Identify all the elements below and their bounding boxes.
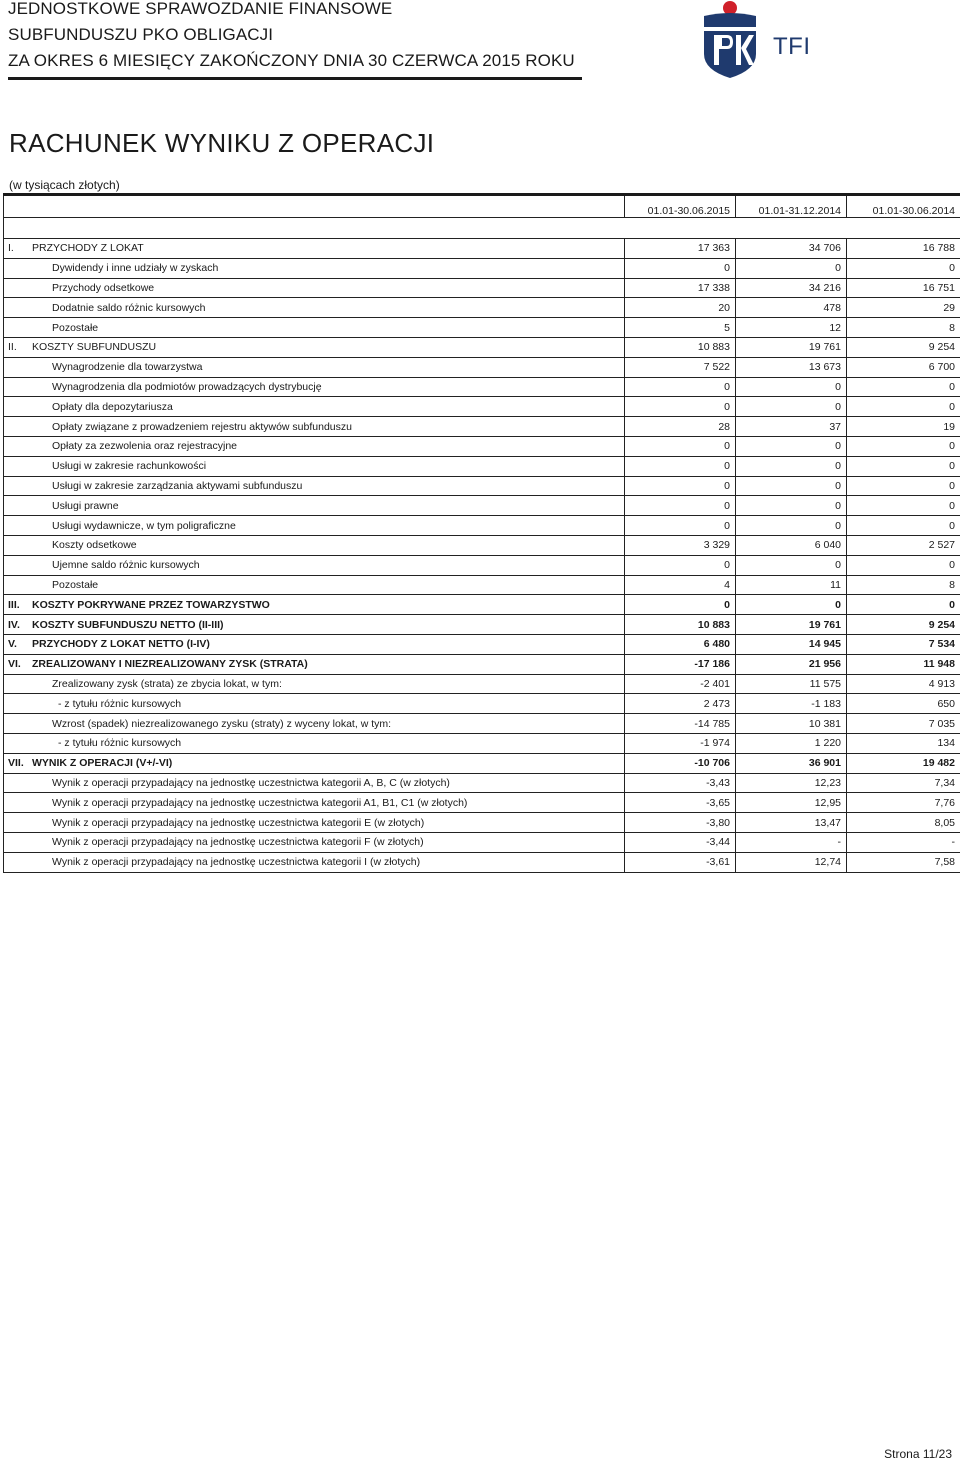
spacer-cell (4, 218, 625, 239)
income-statement-table (3, 193, 960, 873)
section-number: II. (8, 341, 17, 354)
report-header-line-3: ZA OKRES 6 MIESIĘCY ZAKOŃCZONY DNIA 30 CZERWCA 2015 ROKU (8, 51, 575, 70)
value-cell: 650 (847, 694, 960, 714)
header-divider (8, 77, 582, 80)
value-cell: 0 (736, 436, 847, 456)
item-label: Opłaty za zezwolenia oraz rejestracyjne (52, 440, 238, 453)
value-cell: 19 482 (847, 753, 960, 773)
value-cell: -17 186 (625, 654, 736, 674)
section-label: KOSZTY SUBFUNDUSZU NETTO (II-III) (32, 618, 224, 631)
table-header-row (4, 195, 960, 218)
item-label: Opłaty związane z prowadzeniem rejestru aktywów subfunduszu (52, 420, 352, 433)
item-label: - z tytułu różnic kursowych (58, 737, 182, 750)
item-label: Opłaty dla depozytariusza (52, 400, 173, 413)
value-cell: 0 (625, 397, 736, 417)
row-label (4, 555, 625, 575)
value-cell: -2 401 (625, 674, 736, 694)
item-label: Pozostałe (52, 578, 99, 591)
section-number: VII. (8, 757, 24, 770)
item-label: Usługi w zakresie rachunkowości (52, 460, 207, 473)
row-label (4, 753, 625, 773)
value-cell: 21 956 (736, 654, 847, 674)
table-row (4, 476, 960, 496)
value-cell: - (847, 832, 960, 852)
row-label (4, 456, 625, 476)
row-label (4, 615, 625, 635)
value-cell: 0 (736, 595, 847, 615)
row-label (4, 476, 625, 496)
value-cell: -1 974 (625, 733, 736, 753)
table-row (4, 456, 960, 476)
value-cell: 0 (736, 397, 847, 417)
value-cell: 0 (625, 496, 736, 516)
value-cell: 0 (625, 516, 736, 536)
value-cell: 14 945 (736, 634, 847, 654)
table-row (4, 318, 960, 338)
value-cell: 8 (847, 575, 960, 595)
value-cell: 0 (847, 516, 960, 536)
row-label (4, 694, 625, 714)
table-row (4, 714, 960, 734)
value-cell: 2 527 (847, 535, 960, 555)
value-cell: 0 (625, 456, 736, 476)
column-header-h1-2014: 01.01-30.06.2014 (847, 195, 960, 218)
value-cell: 11 575 (736, 674, 847, 694)
item-label: Wynik z operacji przypadający na jednostkę uczestnictwa kategorii E (w złotych) (52, 816, 425, 829)
value-cell: -1 183 (736, 694, 847, 714)
item-label: Wynagrodzenie dla towarzystwa (52, 361, 203, 374)
value-cell: 0 (736, 456, 847, 476)
value-cell: 4 913 (847, 674, 960, 694)
value-cell: 0 (847, 476, 960, 496)
value-cell: 9 254 (847, 337, 960, 357)
table-row (4, 793, 960, 813)
value-cell: 0 (736, 377, 847, 397)
item-label: Dodatnie saldo różnic kursowych (52, 301, 206, 314)
item-label: Ujemne saldo różnic kursowych (52, 559, 200, 572)
table-row (4, 417, 960, 437)
item-label: - z tytułu różnic kursowych (58, 697, 182, 710)
value-cell: 7 522 (625, 357, 736, 377)
row-label (4, 258, 625, 278)
value-cell: 0 (625, 436, 736, 456)
value-cell: 34 706 (736, 239, 847, 259)
value-cell: 34 216 (736, 278, 847, 298)
section-label: PRZYCHODY Z LOKAT NETTO (I-IV) (32, 638, 210, 651)
row-label (4, 417, 625, 437)
row-label (4, 654, 625, 674)
value-cell: 0 (736, 496, 847, 516)
value-cell: 8,05 (847, 813, 960, 833)
section-number: IV. (8, 618, 20, 631)
value-cell: 7,34 (847, 773, 960, 793)
table-row (4, 535, 960, 555)
row-label (4, 595, 625, 615)
table-row (4, 555, 960, 575)
value-cell: 13 673 (736, 357, 847, 377)
item-label: Usługi w zakresie zarządzania aktywami subfunduszu (52, 479, 303, 492)
value-cell: - (736, 832, 847, 852)
item-label: Zrealizowany zysk (strata) ze zbycia lokat, w tym: (52, 677, 282, 690)
row-label (4, 813, 625, 833)
value-cell: 0 (736, 476, 847, 496)
value-cell: 1 220 (736, 733, 847, 753)
value-cell: 13,47 (736, 813, 847, 833)
item-label: Wynik z operacji przypadający na jednostkę uczestnictwa kategorii A1, B1, C1 (w złotych) (52, 796, 468, 809)
table-row (4, 239, 960, 259)
value-cell: 8 (847, 318, 960, 338)
report-header-line-1: JEDNOSTKOWE SPRAWOZDANIE FINANSOWE (8, 0, 393, 18)
table-row (4, 595, 960, 615)
item-label: Pozostałe (52, 321, 99, 334)
section-label: KOSZTY POKRYWANE PRZEZ TOWARZYSTWO (32, 598, 270, 611)
spacer-cell (736, 218, 847, 239)
page-number: Strona 11/23 (884, 1447, 952, 1461)
item-label: Wynagrodzenia dla podmiotów prowadzących dystrybucję (52, 380, 322, 393)
table-row (4, 516, 960, 536)
row-label (4, 535, 625, 555)
value-cell: 11 948 (847, 654, 960, 674)
row-label (4, 496, 625, 516)
units-note: (w tysiącach złotych) (9, 178, 120, 192)
value-cell: 0 (736, 555, 847, 575)
table-row (4, 496, 960, 516)
row-label (4, 377, 625, 397)
table-row (4, 654, 960, 674)
value-cell: 0 (847, 377, 960, 397)
section-number: III. (8, 598, 20, 611)
value-cell: -3,44 (625, 832, 736, 852)
row-label (4, 298, 625, 318)
row-label (4, 832, 625, 852)
row-label (4, 278, 625, 298)
spacer-cell (625, 218, 736, 239)
table-row (4, 575, 960, 595)
value-cell: 2 473 (625, 694, 736, 714)
row-label (4, 733, 625, 753)
table-row (4, 278, 960, 298)
value-cell: 7 534 (847, 634, 960, 654)
value-cell: 10 883 (625, 615, 736, 635)
row-label (4, 714, 625, 734)
value-cell: 3 329 (625, 535, 736, 555)
value-cell: 20 (625, 298, 736, 318)
value-cell: 19 761 (736, 615, 847, 635)
value-cell: 5 (625, 318, 736, 338)
table-row (4, 634, 960, 654)
value-cell: 37 (736, 417, 847, 437)
column-header-fy-2014: 01.01-31.12.2014 (736, 195, 847, 218)
row-label (4, 575, 625, 595)
table-row (4, 813, 960, 833)
value-cell: 16 751 (847, 278, 960, 298)
value-cell: -3,43 (625, 773, 736, 793)
spacer-cell (847, 218, 960, 239)
value-cell: 9 254 (847, 615, 960, 635)
value-cell: 28 (625, 417, 736, 437)
table-row (4, 337, 960, 357)
value-cell: 0 (625, 595, 736, 615)
row-label (4, 773, 625, 793)
row-label (4, 357, 625, 377)
section-label: PRZYCHODY Z LOKAT (32, 242, 144, 255)
value-cell: 478 (736, 298, 847, 318)
page-title: RACHUNEK WYNIKU Z OPERACJI (9, 128, 435, 158)
report-header-line-2: SUBFUNDUSZU PKO OBLIGACJI (8, 25, 274, 44)
value-cell: 36 901 (736, 753, 847, 773)
section-label: KOSZTY SUBFUNDUSZU (32, 341, 157, 354)
section-label: WYNIK Z OPERACJI (V+/-VI) (32, 757, 173, 770)
value-cell: 6 040 (736, 535, 847, 555)
table-row (4, 773, 960, 793)
row-label (4, 239, 625, 259)
value-cell: -3,65 (625, 793, 736, 813)
row-label (4, 436, 625, 456)
table-row (4, 298, 960, 318)
column-header-h1-2015: 01.01-30.06.2015 (625, 195, 736, 218)
table-row (4, 357, 960, 377)
item-label: Dywidendy i inne udziały w zyskach (52, 262, 219, 275)
value-cell: 7 035 (847, 714, 960, 734)
value-cell: 0 (847, 496, 960, 516)
value-cell: 0 (625, 258, 736, 278)
table-row (4, 694, 960, 714)
table-row (4, 832, 960, 852)
value-cell: 16 788 (847, 239, 960, 259)
row-label (4, 397, 625, 417)
row-label (4, 337, 625, 357)
value-cell: -3,61 (625, 852, 736, 872)
value-cell: 0 (625, 555, 736, 575)
table-spacer-row (4, 218, 960, 239)
section-number: I. (8, 242, 14, 255)
value-cell: 17 363 (625, 239, 736, 259)
section-number: V. (8, 638, 17, 651)
item-label: Wynik z operacji przypadający na jednostkę uczestnictwa kategorii I (w złotych) (52, 856, 421, 869)
table-row (4, 436, 960, 456)
row-label (4, 852, 625, 872)
item-label: Przychody odsetkowe (52, 281, 155, 294)
value-cell: 29 (847, 298, 960, 318)
section-label: ZREALIZOWANY I NIEZREALIZOWANY ZYSK (STRATA) (32, 658, 308, 671)
item-label: Wynik z operacji przypadający na jednostkę uczestnictwa kategorii A, B, C (w złotych) (52, 776, 450, 789)
value-cell: 0 (847, 397, 960, 417)
table-row (4, 397, 960, 417)
row-label (4, 634, 625, 654)
table-row (4, 852, 960, 872)
value-cell: 12 (736, 318, 847, 338)
value-cell: 7,76 (847, 793, 960, 813)
value-cell: 12,23 (736, 773, 847, 793)
value-cell: 10 381 (736, 714, 847, 734)
value-cell: 0 (847, 258, 960, 278)
item-label: Wynik z operacji przypadający na jednostkę uczestnictwa kategorii F (w złotych) (52, 836, 424, 849)
section-number: VI. (8, 658, 21, 671)
value-cell: 17 338 (625, 278, 736, 298)
value-cell: 0 (847, 436, 960, 456)
value-cell: -14 785 (625, 714, 736, 734)
value-cell: 0 (625, 476, 736, 496)
value-cell: -3,80 (625, 813, 736, 833)
logo-text: TFI (773, 33, 811, 60)
item-label: Usługi wydawnicze, w tym poligraficzne (52, 519, 236, 532)
table-row (4, 377, 960, 397)
row-label (4, 318, 625, 338)
table-row (4, 258, 960, 278)
value-cell: 0 (847, 595, 960, 615)
item-label: Koszty odsetkowe (52, 539, 137, 552)
row-label (4, 793, 625, 813)
income-statement-table-wrapper (3, 193, 960, 873)
value-cell: 12,95 (736, 793, 847, 813)
value-cell: 4 (625, 575, 736, 595)
item-label: Usługi prawne (52, 499, 119, 512)
value-cell: 0 (847, 555, 960, 575)
value-cell: 7,58 (847, 852, 960, 872)
value-cell: 11 (736, 575, 847, 595)
row-label (4, 516, 625, 536)
value-cell: 19 (847, 417, 960, 437)
value-cell: 6 480 (625, 634, 736, 654)
table-row (4, 674, 960, 694)
value-cell: 12,74 (736, 852, 847, 872)
value-cell: 0 (847, 456, 960, 476)
value-cell: 6 700 (847, 357, 960, 377)
value-cell: 134 (847, 733, 960, 753)
value-cell: 10 883 (625, 337, 736, 357)
value-cell: 0 (736, 258, 847, 278)
pko-shield-logo (700, 0, 760, 80)
table-row (4, 733, 960, 753)
value-cell: 0 (736, 516, 847, 536)
header-empty-cell (4, 195, 625, 218)
table-row (4, 753, 960, 773)
value-cell: 0 (625, 377, 736, 397)
item-label: Wzrost (spadek) niezrealizowanego zysku (straty) z wyceny lokat, w tym: (52, 717, 392, 730)
value-cell: 19 761 (736, 337, 847, 357)
table-row (4, 615, 960, 635)
value-cell: -10 706 (625, 753, 736, 773)
row-label (4, 674, 625, 694)
